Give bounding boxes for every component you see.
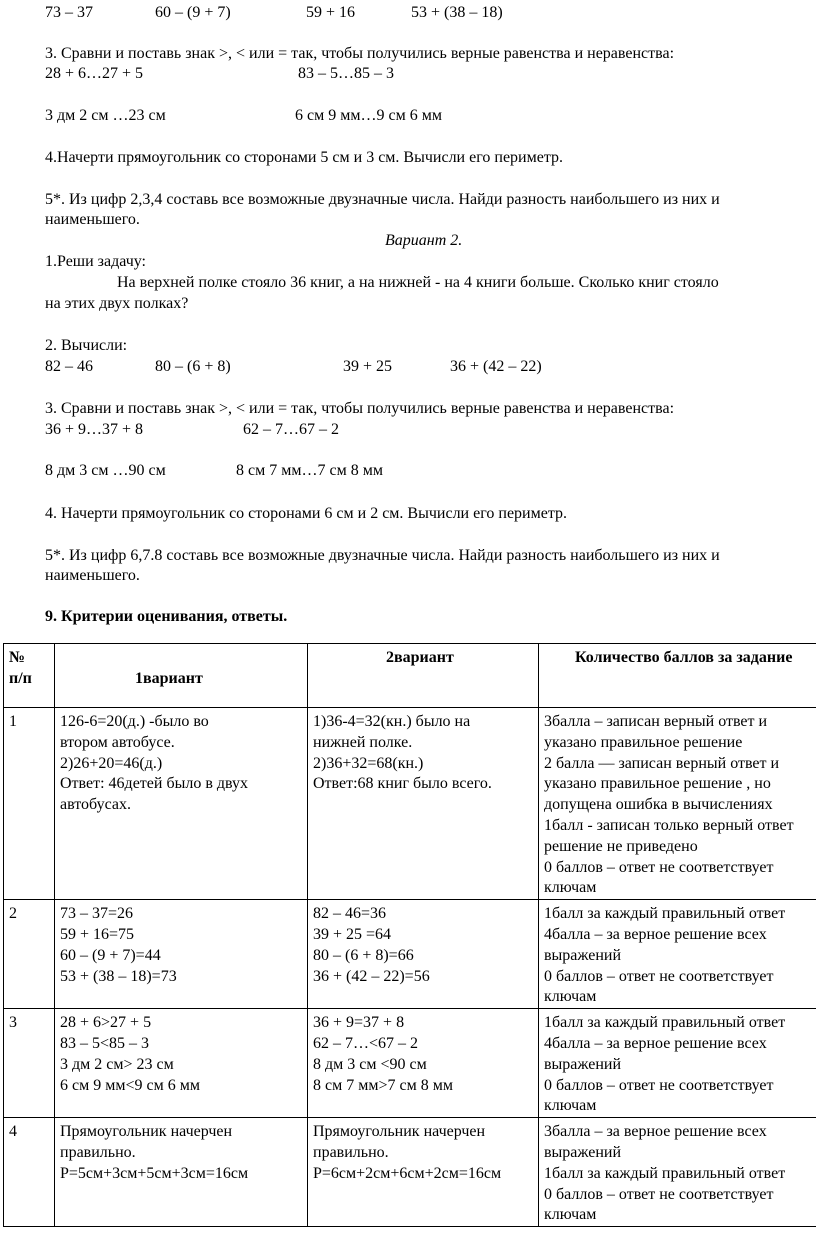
- v2-task5-line1: 5*. Из цифр 6,7.8 составь все возможные двузначные числа. Найди разность наибольшего из них и: [45, 547, 720, 564]
- cell-variant2: 82 – 46=36 39 + 25 =64 80 – (6 + 8)=66 36 + (42 – 22)=56: [308, 900, 539, 1009]
- v2-task3-title: 3. Сравни и поставь знак >, < или = так, чтобы получились верные равенства и неравенства:: [45, 400, 675, 417]
- v1-task3-b: 83 – 5…85 – 3: [298, 65, 394, 82]
- section9-heading: 9. Критерии оценивания, ответы.: [45, 608, 288, 625]
- v2-task3-b: 62 – 7…67 – 2: [243, 421, 339, 438]
- v1-expr-4: 53 + (38 – 18): [411, 4, 503, 21]
- v1-expr-3: 59 + 16: [306, 4, 356, 21]
- v1-task3-c: 3 дм 2 см …23 см: [45, 107, 166, 124]
- v2-task2-title: 2. Вычисли:: [45, 337, 128, 354]
- v1-task5-line1: 5*. Из цифр 2,3,4 составь все возможные двузначные числа. Найди разность наибольшего из них и: [45, 191, 720, 208]
- v2-task1-title: 1.Реши задачу:: [45, 253, 146, 270]
- v2-expr-2: 80 – (6 + 8): [155, 358, 231, 375]
- table-row: [4, 1009, 816, 1118]
- criteria-table: [3, 643, 816, 1227]
- v2-task1-line2: на этих двух полках?: [45, 295, 189, 312]
- v1-expr-1: 73 – 37: [45, 4, 93, 21]
- v1-task3-d: 6 см 9 мм…9 см 6 мм: [295, 107, 442, 124]
- table-header-row: [4, 644, 816, 708]
- v1-expr-2: 60 – (9 + 7): [155, 4, 231, 21]
- cell-points: 3балла – за верное решение всех выражений 1балл за каждый правильный ответ 0 баллов – ответ не соответствует ключам: [539, 1118, 816, 1227]
- v2-task3-c: 8 дм 3 см …90 см: [45, 462, 166, 479]
- v2-task4: 4. Начерти прямоугольник со сторонами 6 см и 2 см. Вычисли его периметр.: [45, 505, 568, 522]
- v2-expr-3: 39 + 25: [343, 358, 393, 375]
- row-number: 3: [4, 1009, 55, 1118]
- cell-variant2: Прямоугольник начерчен правильно. Р=6см+2см+6см+2см=16см: [308, 1118, 539, 1227]
- cell-variant1: Прямоугольник начерчен правильно. Р=5см+3см+5см+3см=16см: [55, 1118, 308, 1227]
- row-number: 1: [4, 708, 55, 900]
- cell-variant1: 73 – 37=26 59 + 16=75 60 – (9 + 7)=44 53 + (38 – 18)=73: [55, 900, 308, 1009]
- v1-task3-title: 3. Сравни и поставь знак >, < или = так, чтобы получились верные равенства и неравенства:: [45, 45, 675, 62]
- row-number: 4: [4, 1118, 55, 1227]
- v2-task1-line1: На верхней полке стояло 36 книг, а на нижней - на 4 книги больше. Сколько книг стояло: [117, 274, 719, 291]
- variant2-title: Вариант 2.: [385, 232, 463, 249]
- v2-task3-a: 36 + 9…37 + 8: [45, 421, 144, 438]
- v2-task5-line2: наименьшего.: [45, 567, 140, 584]
- cell-variant1: 126-6=20(д.) -было во втором автобусе. 2)26+20=46(д.) Ответ: 46детей было в двух автобусах.: [55, 708, 308, 900]
- table-row: [4, 1118, 816, 1227]
- v2-task3-d: 8 см 7 мм…7 см 8 мм: [236, 462, 383, 479]
- row-number: 2: [4, 900, 55, 1009]
- cell-points: 1балл за каждый правильный ответ 4балла – за верное решение всех выражений 0 баллов – ответ не соответствует ключам: [539, 1009, 816, 1118]
- header-points: Количество баллов за задание: [539, 644, 816, 708]
- v2-expr-1: 82 – 46: [45, 358, 93, 375]
- v2-expr-4: 36 + (42 – 22): [450, 358, 542, 375]
- table-row: [4, 900, 816, 1009]
- cell-variant1: 28 + 6>27 + 5 83 – 5<85 – 3 3 дм 2 см> 23 см 6 см 9 мм<9 см 6 мм: [55, 1009, 308, 1118]
- table-row: [4, 708, 816, 900]
- v1-task3-a: 28 + 6…27 + 5: [45, 65, 144, 82]
- header-number: № п/п: [4, 644, 55, 708]
- v1-task4: 4.Начерти прямоугольник со сторонами 5 см и 3 см. Вычисли его периметр.: [45, 149, 564, 166]
- header-variant2: 2вариант: [308, 644, 539, 708]
- v1-task5-line2: наименьшего.: [45, 211, 140, 228]
- header-variant1: 1вариант: [55, 644, 308, 708]
- cell-points: 3балла – записан верный ответ и указано правильное решение 2 балла — записан верный ответ и указано правильное решение , но допущена ошибка в вычислениях 1балл - записан только верный ответ решение не приведено 0 баллов – ответ не соответствует ключам: [539, 708, 816, 900]
- cell-points: 1балл за каждый правильный ответ 4балла – за верное решение всех выражений 0 баллов – ответ не соответствует ключам: [539, 900, 816, 1009]
- cell-variant2: 36 + 9=37 + 8 62 – 7…<67 – 2 8 дм 3 см <90 см 8 см 7 мм>7 см 8 мм: [308, 1009, 539, 1118]
- cell-variant2: 1)36-4=32(кн.) было на нижней полке. 2)36+32=68(кн.) Ответ:68 книг было всего.: [308, 708, 539, 900]
